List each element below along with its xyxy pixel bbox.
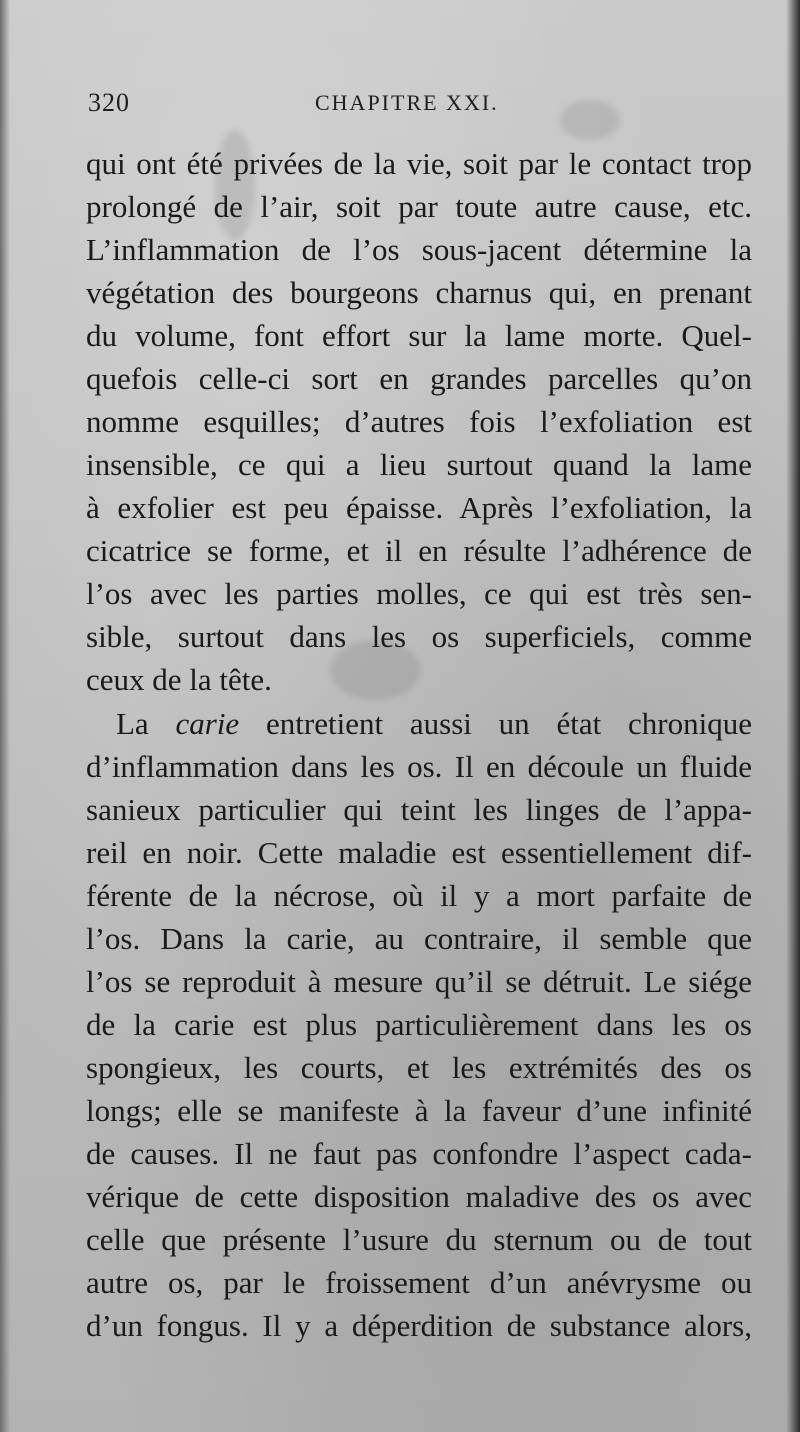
text-line: spongieux, les courts, et les extrémités des os (86, 1050, 752, 1085)
text-line: insensible, ce qui a lieu surtout quand la lame (86, 447, 752, 482)
text-line: à exfolier est peu épaisse. Après l’exfoliation, la (86, 490, 752, 525)
text-fragment: La (116, 706, 176, 741)
text-line: celle que présente l’usure du sternum ou de tout (86, 1222, 752, 1257)
text-line: de causes. Il ne faut pas confondre l’aspect cada- (86, 1136, 752, 1171)
page-number: 320 (88, 88, 130, 117)
text-line: L’inflammation de l’os sous-jacent détermine la (86, 232, 752, 267)
italic-term: carie (175, 706, 240, 741)
running-title: CHAPITRE XXI. (315, 90, 499, 115)
text-line: végétation des bourgeons charnus qui, en prenant (86, 275, 752, 310)
text-line: sanieux particulier qui teint les linges de l’appa- (86, 792, 752, 827)
paragraph-first-line (86, 702, 752, 745)
text-line: qui ont été privées de la vie, soit par le contact trop (86, 146, 752, 181)
text-line: nomme esquilles; d’autres fois l’exfoliation est (86, 404, 752, 439)
text-line: l’os avec les parties molles, ce qui est très sen- (86, 576, 752, 611)
body-text (86, 142, 752, 1347)
text-fragment: entretient aussi un état chronique (239, 706, 752, 741)
text-line: reil en noir. Cette maladie est essentiellement dif- (86, 835, 752, 870)
text-line: autre os, par le froissement d’un anévrysme ou (86, 1265, 752, 1300)
text-line: sible, surtout dans les os superficiels, comme (86, 619, 752, 654)
text-line: ceux de la tête. (86, 662, 272, 697)
text-line: d’un fongus. Il y a déperdition de substance alors, (86, 1308, 752, 1343)
text-line: longs; elle se manifeste à la faveur d’une infinité (86, 1093, 752, 1128)
text-line: prolongé de l’air, soit par toute autre cause, etc. (86, 189, 752, 224)
text-line: férente de la nécrose, où il y a mort parfaite de (86, 878, 752, 913)
text-line: d’inflammation dans les os. Il en découle un fluide (86, 749, 752, 784)
text-line: l’os se reproduit à mesure qu’il se détruit. Le siége (86, 964, 752, 999)
text-line: l’os. Dans la carie, au contraire, il semble que (86, 921, 752, 956)
page-header (88, 88, 752, 128)
text-line: cicatrice se forme, et il en résulte l’adhérence de (86, 533, 752, 568)
text-line: vérique de cette disposition maladive des os avec (86, 1179, 752, 1214)
text-line: de la carie est plus particulièrement dans les os (86, 1007, 752, 1042)
text-line: quefois celle-ci sort en grandes parcelles qu’on (86, 361, 752, 396)
text-line: du volume, font effort sur la lame morte. Quel- (86, 318, 752, 353)
